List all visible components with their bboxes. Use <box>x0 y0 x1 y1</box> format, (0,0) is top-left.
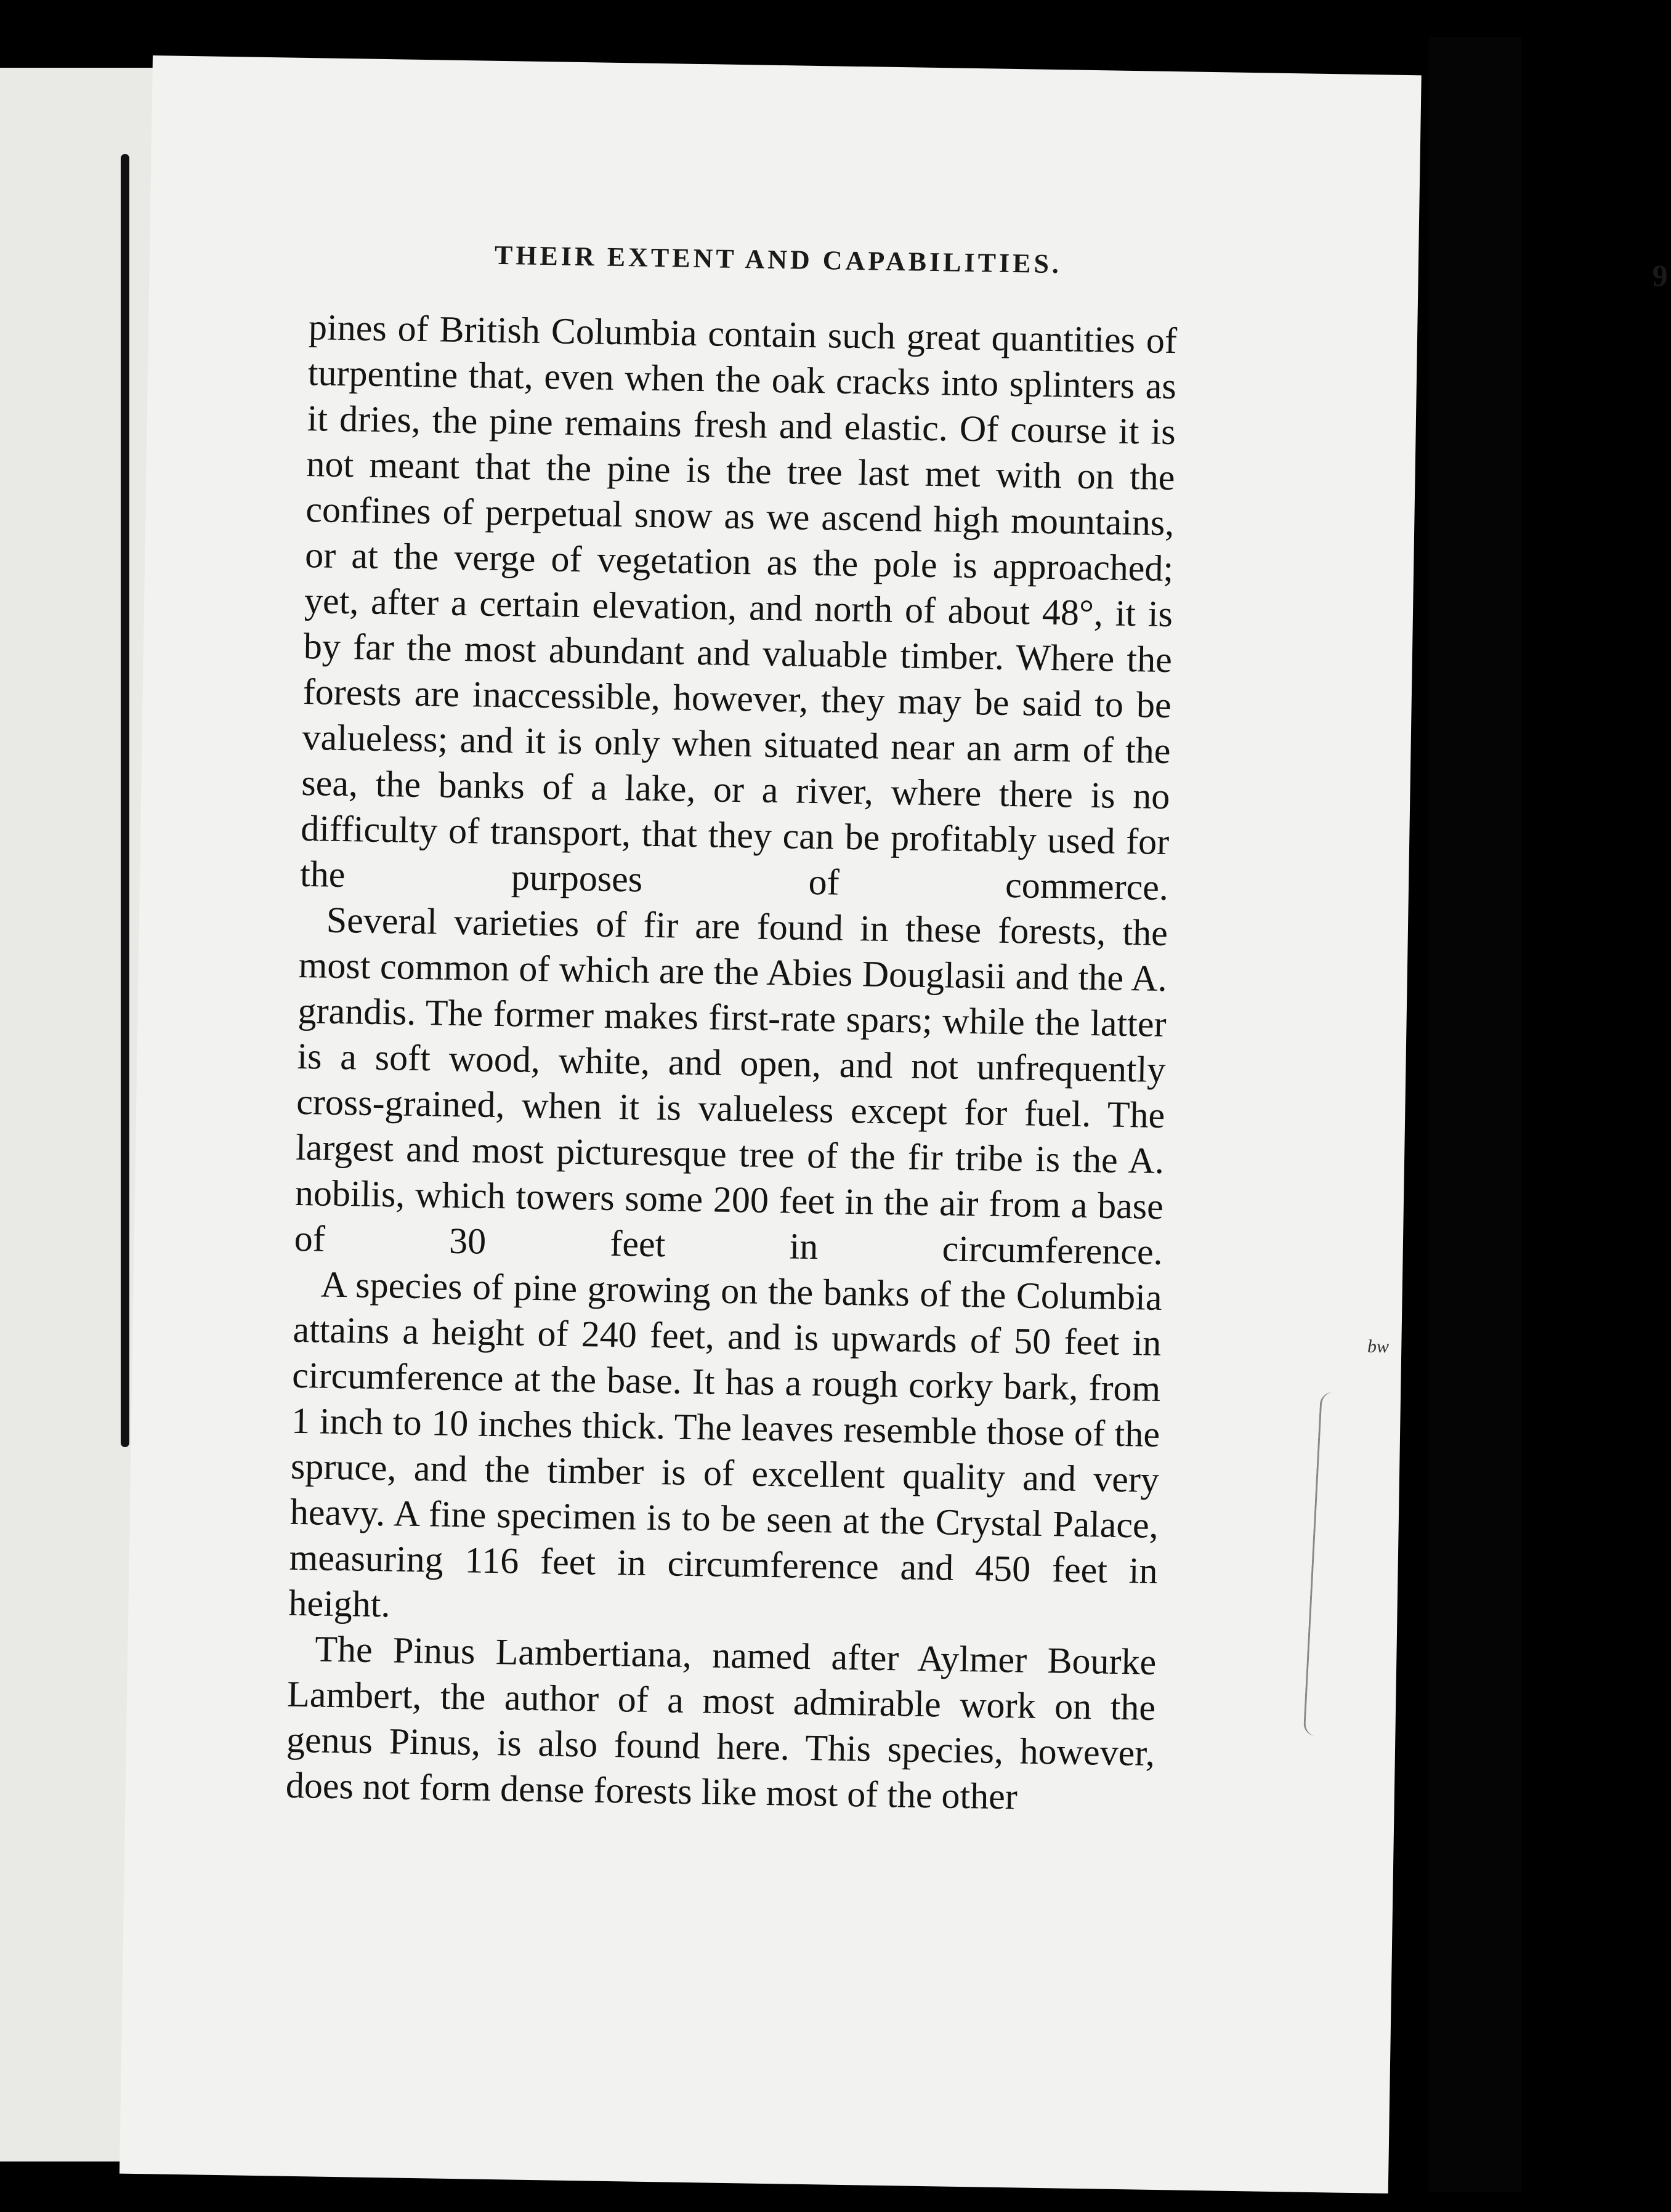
paragraph-3: A species of pine growing on the banks of the Columbia attains a height of 240 feet, and is upwards of 50 feet in circumference at the base. It has a rough corky bark, from 1 inch to 10 inches thick. The leaves resemble those of the spruce, and the timber is of excellent quality and very heavy. A fine specimen is to be seen at the Crystal Palace, measuring 116 feet in circumference and 450 feet in height. <box>288 1264 1163 1625</box>
page-number: 9 <box>1652 258 1669 293</box>
running-title: THEIR EXTENT AND CAPABILITIES. <box>494 240 1062 280</box>
body-text <box>285 304 1177 1822</box>
paragraph-4: The Pinus Lambertiana, named after Aylmer Bourke Lambert, the author of a most admirable work on the genus Pinus, is also found here. This species, however, does not form dense forests like most of the other <box>285 1628 1157 1817</box>
margin-annotation: bw <box>1367 1336 1390 1357</box>
scan-border <box>1429 37 1521 2192</box>
book-page <box>119 55 1669 2194</box>
paragraph-2: Several varieties of fir are found in these forests, the most common of which are the Abies Douglasii and the A. grandis. The former makes first-rate spars; while the latter is a soft wood, white, and open, and not unfrequently cross-grained, when it is valueless except for fuel. The largest and most picturesque tree of the fir tribe is the A. nobilis, which towers some 200 feet in the air from a base of 30 feet in circumference. <box>294 899 1168 1272</box>
running-header <box>494 240 1669 293</box>
pencil-margin-bracket <box>1303 1391 1347 1737</box>
page-gutter-edge <box>121 154 129 1447</box>
paragraph-1: pines of British Columbia contain such great quantities of turpentine that, even when the oak cracks into splinters as it dries, the pine remains fresh and elastic. Of course it is not meant that the pine is the tree last met with on the confines of perpetual snow as we ascend high mountains, or at the verge of vegetation as the pole is approached; yet, after a certain elevation, and north of about 48°, it is by far the most abundant and valuable timber. Where the forests are inaccessible, however, they may be said to be valueless; and it is only when situated near an arm of the sea, the banks of a lake, or a river, where there is no difficulty of transport, that they can be profitably used for the purposes of commerce. <box>299 307 1178 908</box>
